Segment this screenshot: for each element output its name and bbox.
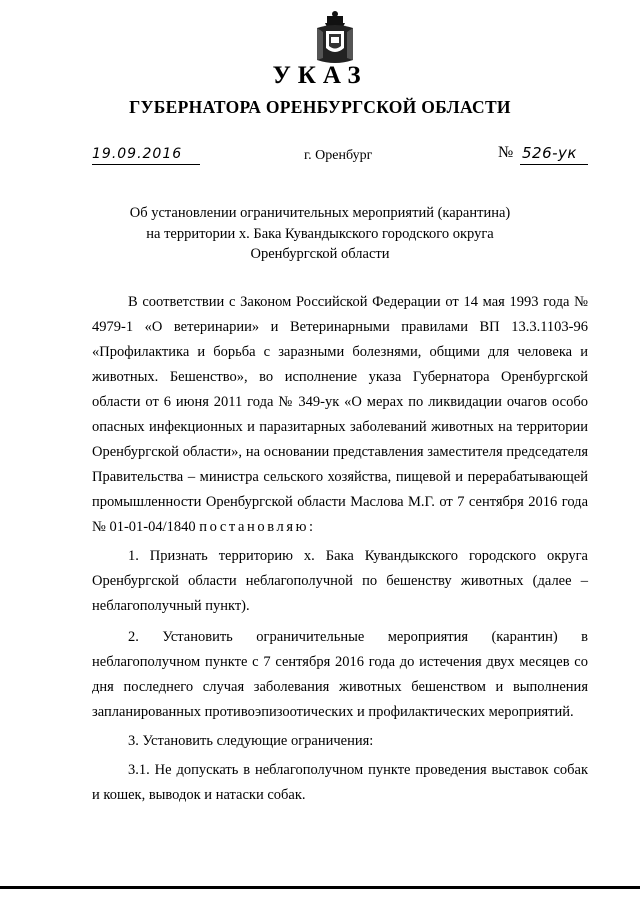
title-line: на территории х. Бака Кувандыкского городского округа [146, 225, 494, 242]
handwritten-number: 526-ук [522, 144, 577, 162]
number-underline [520, 164, 588, 165]
issue-city: г. Оренбург [304, 148, 373, 163]
item-3-paragraph: 3. Установить следующие ограничения: [128, 733, 374, 749]
issuer-heading: ГУБЕРНАТОРА ОРЕНБУРГСКОЙ ОБЛАСТИ [129, 97, 511, 117]
coat-of-arms-icon [313, 10, 357, 66]
date-underline [92, 164, 200, 165]
decree-title [0, 203, 640, 265]
number-sign: № [498, 144, 514, 161]
decree-word: постановляю: [199, 519, 316, 535]
decree-body [92, 290, 588, 808]
preamble-paragraph [92, 290, 588, 540]
item-2-paragraph: 2. Установить ограничительные мероприятия (карантин) в неблагополучном пункте с 7 сентября 2016 года до истечения двух месяцев со дня последнего случая заболевания животных бешенством и выполнения запланированных противоэпизоотических и профилактических мероприятий. [92, 629, 588, 720]
decree-number [498, 143, 598, 167]
item-3-1-paragraph: 3.1. Не допускать в неблагополучном пункте проведения выставок собак и кошек, выводок и натаски собак. [92, 762, 588, 803]
title-line: Об установлении ограничительных мероприятий (карантина) [129, 205, 511, 221]
preamble-text: В соответствии с Законом Российской Федерации от 14 мая 1993 года № 4979-1 «О ветеринарии» и Ветеринарными правилами ВП 13.3.1103-96 «Профилактика и борьба с заразными болезнями, общими для человека и животных. Бешенство», во исполнение указа Губернатора Оренбургской области от 6 июня 2011 года № 349-ук «О мерах по ликвидации очагов особо опасных инфекционных и паразитарных заболеваний животных на территории Оренбургской области», на основании представления заместителя председателя Правительства – министра сельского хозяйства, пищевой и перерабатывающей промышленности Оренбургской области Маслова М.Г. от 7 сентября 2016 года № 01-01-04/1840 [92, 294, 588, 535]
bottom-rule [0, 886, 640, 889]
document-type-heading: УКАЗ [272, 62, 368, 89]
handwritten-date: 19.09.2016 [92, 146, 183, 162]
title-line: Оренбургской области [250, 246, 390, 262]
item-1-paragraph: 1. Признать территорию х. Бака Кувандыкского городского округа Оренбургской области неблагополучной по бешенству животных (далее – неблагополучный пункт). [92, 548, 588, 614]
